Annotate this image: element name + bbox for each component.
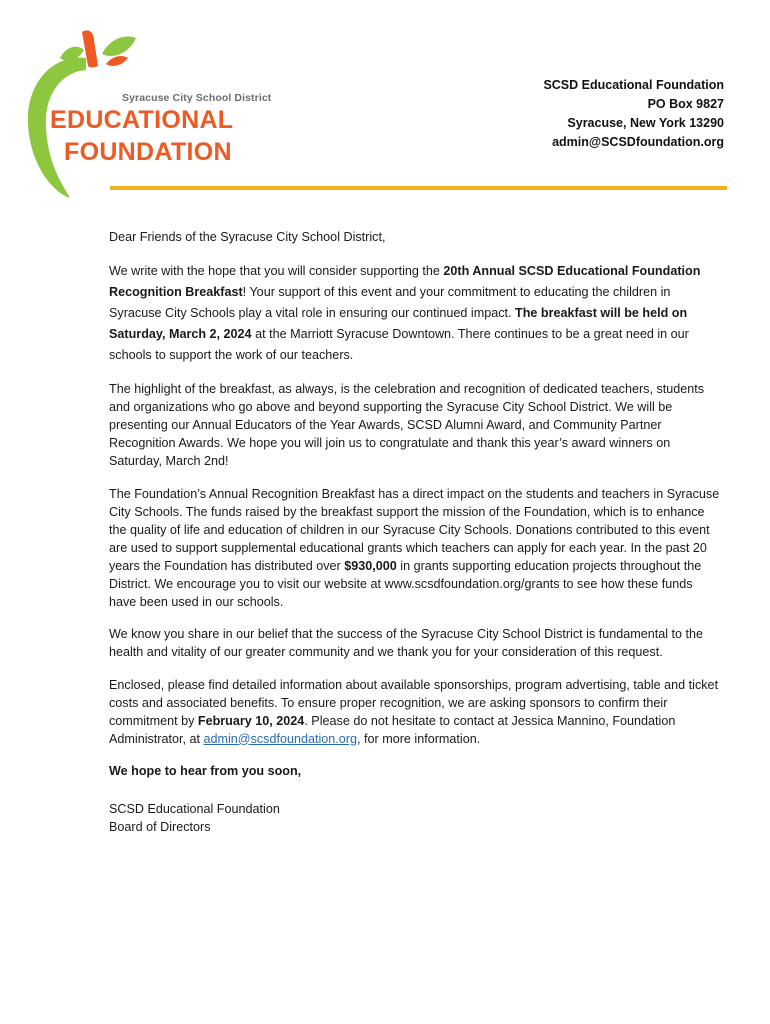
address-po-box: PO Box 9827: [647, 97, 724, 111]
paragraph-intro: We write with the hope that you will consider supporting the 20th Annual SCSD Educational Foundation Recognition Breakfast! Your support of this event and your commitment to educating the children in Syracuse City Schools play a vital role in ensuring our continued impact. The breakfast will be held on Saturday, March 2, 2024 at the Marriott Syracuse Downtown. There continues to be a great need in our schools to support the work of our teachers.: [109, 263, 701, 362]
paragraph-community: We know you share in our belief that the success of the Syracuse City School District is fundamental to the health and vitality of our greater community and we thank you for your consideration of this request.: [109, 627, 704, 659]
paragraph-impact: The Foundation’s Annual Recognition Breakfast has a direct impact on the students and teachers in Syracuse City Schools. The funds raised by the breakfast support the mission of the Foundation, which is to enhance the quality of life and education of children in our Syracuse City Schools. Donations contributed to this event are used to support supplemental educational grants which teachers can apply for each year. In the past 20 years the Foundation has distributed over $930,000 in grants supporting education projects throughout the District. We encourage you to visit our website at www.scsdfoundation.org/grants to see how these funds have been used in our schools.: [109, 486, 720, 609]
signature-block: [109, 800, 723, 836]
paragraph-highlight: The highlight of the breakfast, as always, is the celebration and recognition of dedicated teachers, students and organizations who go above and beyond supporting the Syracuse City School District. We will be presenting our Annual Educators of the Year Awards, SCSD Alumni Award, and Community Partner Recognition Awards. We hope you will join us to congratulate and thank this year’s award winners on Saturday, March 2nd!: [109, 382, 705, 468]
foundation-logo: [22, 24, 272, 204]
logo-educational-text: EDUCATIONAL: [50, 106, 234, 134]
address-email: admin@SCSDfoundation.org: [552, 135, 724, 149]
header-divider: [110, 186, 727, 190]
paragraph-enclosed: Enclosed, please find detailed information about available sponsorships, program advertising, table and ticket costs and associated benefits. To ensure proper recognition, we are asking sponsors to confirm their commitment by February 10, 2024. Please do not hesitate to contact at Jessica Mannino, Foundation Administrator, at admin@scsdfoundation.org, for more information.: [109, 677, 719, 746]
admin-email-link[interactable]: admin@scsdfoundation.org: [203, 731, 358, 746]
address-city: Syracuse, New York 13290: [567, 116, 724, 130]
logo-district-text: Syracuse City School District: [122, 92, 272, 104]
letter-body: [109, 228, 723, 836]
signature-org: SCSD Educational Foundation: [109, 802, 280, 816]
address-name: SCSD Educational Foundation: [543, 78, 724, 92]
signature-board: Board of Directors: [109, 820, 211, 834]
return-address: [543, 76, 724, 152]
logo-foundation-text: FOUNDATION: [64, 138, 232, 166]
salutation: Dear Friends of the Syracuse City School District,: [109, 230, 386, 244]
closing-line: We hope to hear from you soon,: [109, 764, 302, 778]
